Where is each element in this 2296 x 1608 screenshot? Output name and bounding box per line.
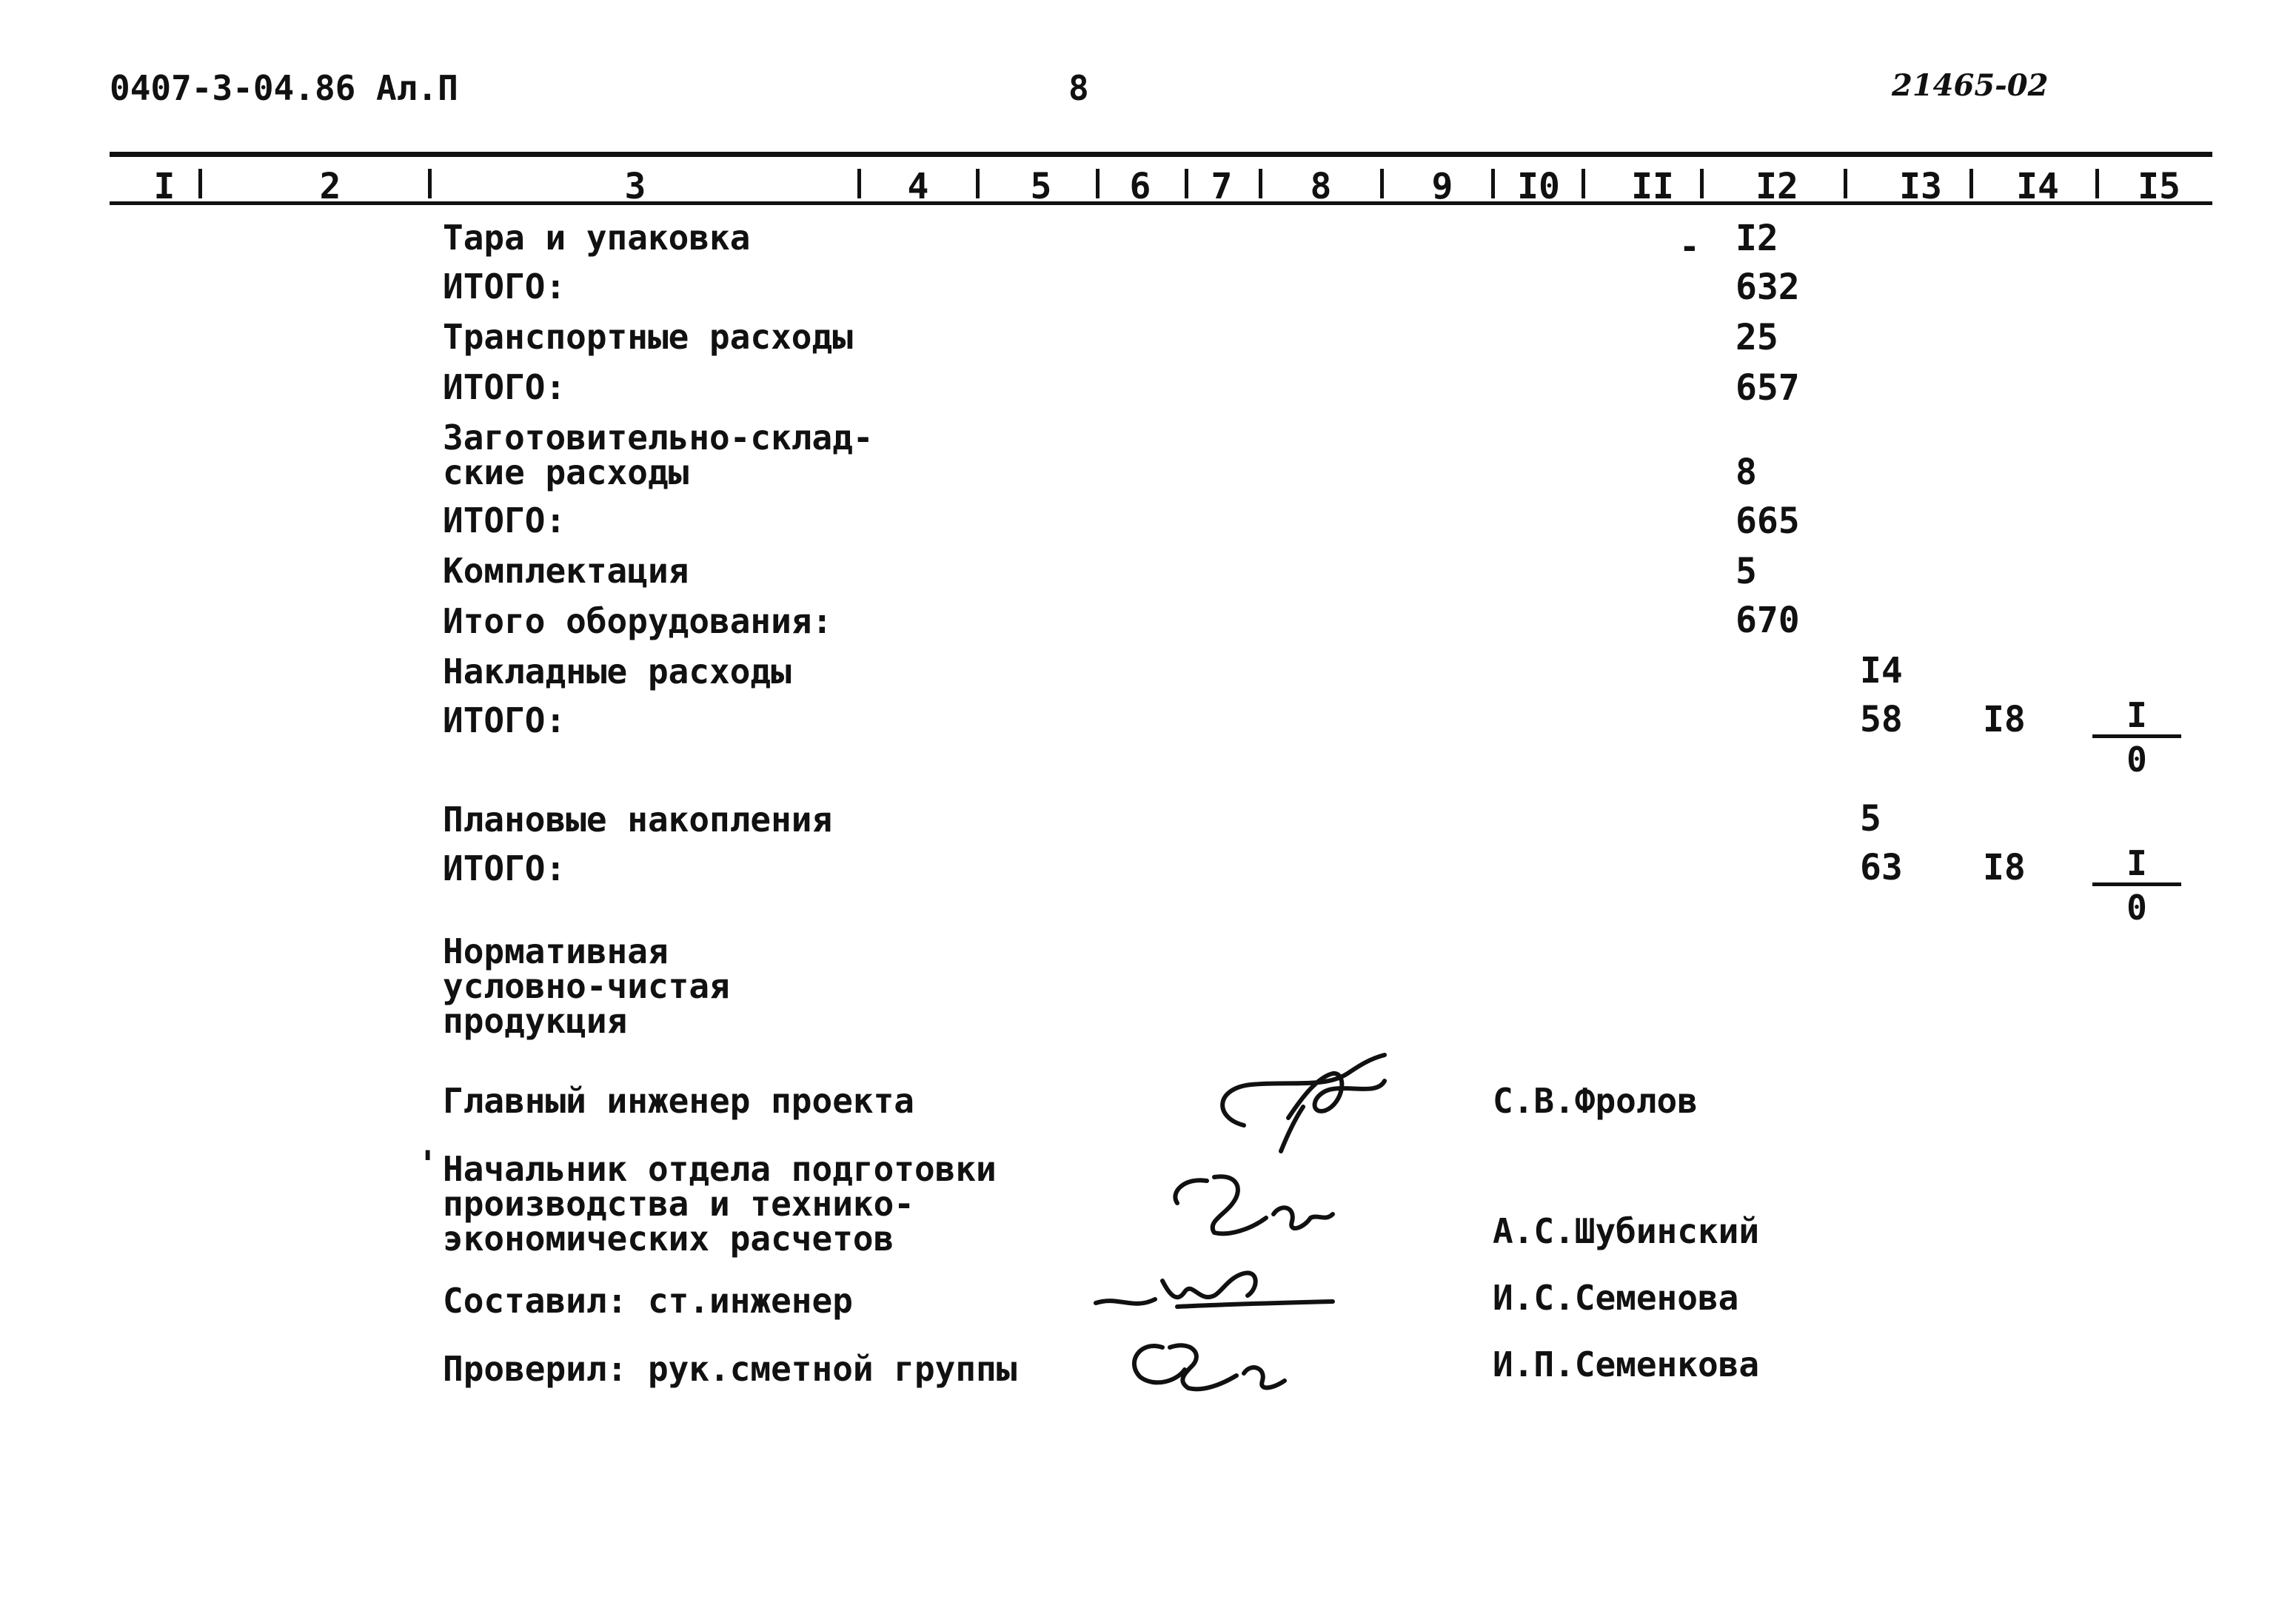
signature-name: И.С.Семенова xyxy=(1493,1278,1739,1318)
row-value-col12: I2 xyxy=(1736,218,1778,259)
row-value-col15-fraction xyxy=(2092,844,2181,926)
handwritten-signature xyxy=(1088,1259,1340,1325)
column-number: 3 xyxy=(624,166,646,207)
signature-name: И.П.Семенкова xyxy=(1493,1344,1760,1384)
row-value-col12: 8 xyxy=(1736,452,1757,493)
row-value-col15-fraction xyxy=(2092,696,2181,778)
column-number: I5 xyxy=(2138,166,2180,207)
column-separator xyxy=(1582,169,1585,198)
column-separator xyxy=(1380,169,1384,198)
column-number: 7 xyxy=(1211,166,1233,207)
row-value-col14: I8 xyxy=(1983,847,2026,888)
sheet-code: 21465-02 xyxy=(1892,68,2049,103)
column-number: 9 xyxy=(1431,166,1453,207)
signature-role: Проверил: рук.сметной группы xyxy=(443,1349,1017,1389)
column-separator xyxy=(1185,169,1188,198)
fraction-numerator: I xyxy=(2126,843,2147,883)
fraction-numerator: I xyxy=(2126,695,2147,735)
signature-name: А.С.Шубинский xyxy=(1493,1211,1760,1251)
row-value-col12: 657 xyxy=(1736,367,1800,409)
signature-name: С.В.Фролов xyxy=(1493,1081,1698,1121)
row-label: ИТОГО: xyxy=(443,367,566,407)
row-label: ИТОГО: xyxy=(443,848,566,888)
signature-role: Главный инженер проекта xyxy=(443,1081,914,1121)
row-label: Комплектация xyxy=(443,551,689,591)
row-value-col13: I4 xyxy=(1860,650,1903,691)
column-number: I4 xyxy=(2016,166,2059,207)
row-value-col12: 5 xyxy=(1736,551,1757,592)
handwritten-signature xyxy=(1199,1044,1407,1155)
column-separator xyxy=(976,169,980,198)
handwritten-signature xyxy=(1118,1325,1311,1399)
tick-mark: ' xyxy=(422,1142,434,1186)
row-label: ИТОГО: xyxy=(443,267,566,306)
row-value-col13: 5 xyxy=(1860,798,1881,840)
column-number: II xyxy=(1631,166,1674,207)
column-separator xyxy=(1096,169,1100,198)
row-value-col13: 63 xyxy=(1860,847,1903,888)
row-value-col13: 58 xyxy=(1860,699,1903,740)
row-label: Нормативная условно-чистая продукция xyxy=(443,931,730,1041)
row-value-col12: 665 xyxy=(1736,500,1800,542)
column-number: I xyxy=(153,166,175,207)
column-number: 4 xyxy=(907,166,929,207)
row-value-col12: 632 xyxy=(1736,267,1800,308)
page-number: 8 xyxy=(1068,68,1089,108)
row-label: ИТОГО: xyxy=(443,700,566,740)
row-label: Плановые накопления xyxy=(443,800,833,840)
column-number: I0 xyxy=(1517,166,1560,207)
row-label: Заготовительно-склад- ские расходы xyxy=(443,418,874,492)
signature-role: Начальник отдела подготовки производства и технико- экономических расчетов xyxy=(443,1149,997,1259)
column-number: 2 xyxy=(319,166,341,207)
column-number: 6 xyxy=(1129,166,1151,207)
column-separator xyxy=(1259,169,1262,198)
row-label: ИТОГО: xyxy=(443,500,566,540)
document-code: 0407-3-04.86 Ал.П xyxy=(110,68,458,108)
row-label: Итого оборудования: xyxy=(443,601,833,641)
row-label: Тара и упаковка xyxy=(443,218,751,258)
table-header-rule xyxy=(110,201,2212,205)
row-label: Транспортные расходы xyxy=(443,317,853,357)
column-number: I3 xyxy=(1899,166,1942,207)
signature-role: Составил: ст.инженер xyxy=(443,1281,853,1321)
column-number: 5 xyxy=(1030,166,1052,207)
fraction-denominator: 0 xyxy=(2092,734,2181,778)
column-separator xyxy=(198,169,202,198)
row-label: Накладные расходы xyxy=(443,651,791,691)
fraction-denominator: 0 xyxy=(2092,882,2181,926)
column-separator xyxy=(428,169,432,198)
column-separator xyxy=(1491,169,1495,198)
row-value-col14: I8 xyxy=(1983,699,2026,740)
table-top-rule xyxy=(110,152,2212,157)
dash-mark: - xyxy=(1679,227,1700,267)
column-separator xyxy=(1844,169,1847,198)
row-value-col12: 25 xyxy=(1736,317,1778,358)
column-separator xyxy=(1700,169,1704,198)
column-number: 8 xyxy=(1310,166,1332,207)
handwritten-signature xyxy=(1162,1162,1355,1251)
column-separator xyxy=(1969,169,1973,198)
column-separator xyxy=(857,169,861,198)
row-value-col12: 670 xyxy=(1736,600,1800,641)
column-number: I2 xyxy=(1756,166,1798,207)
column-separator xyxy=(2095,169,2099,198)
